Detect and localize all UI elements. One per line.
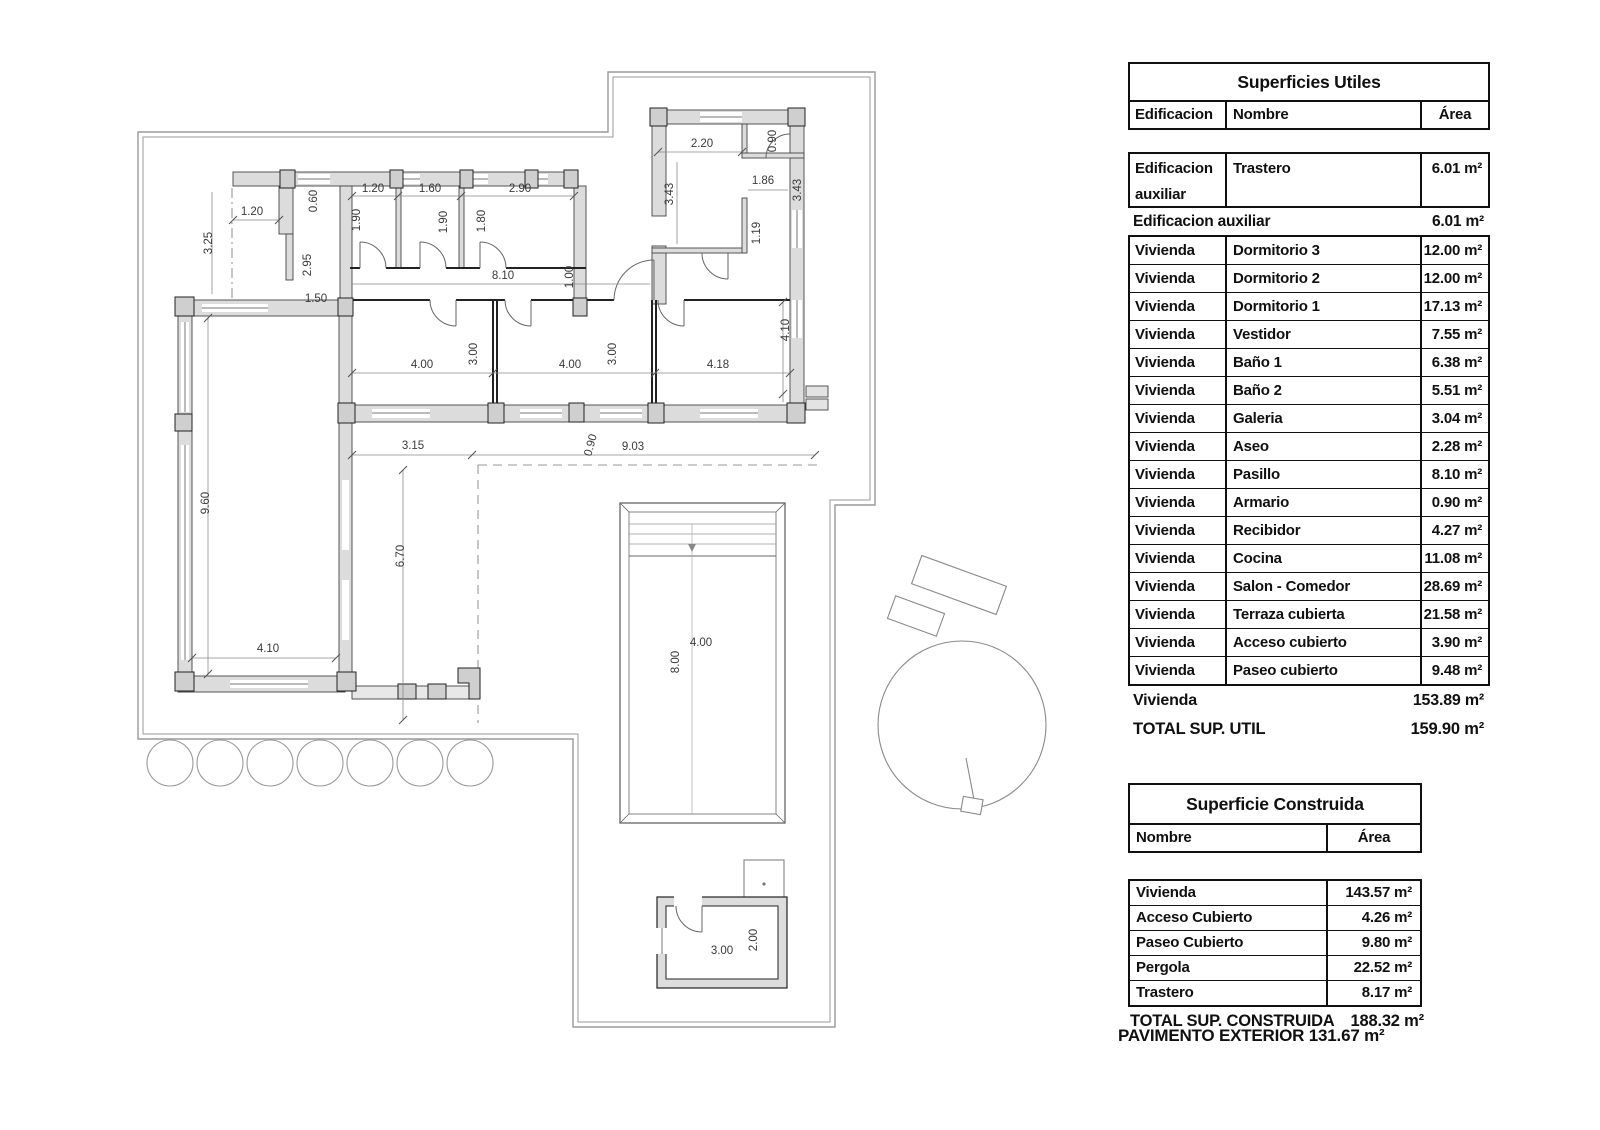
- cell-area: 2.28 m²: [1420, 433, 1488, 460]
- construida-rows: [1128, 879, 1422, 1007]
- cell-nombre: Pergola: [1136, 959, 1190, 976]
- table-row: [1130, 516, 1488, 544]
- dimension-label: 6.70: [395, 544, 407, 568]
- dimension-label: 3.00: [468, 342, 480, 366]
- dimension-label: 4.18: [706, 359, 730, 371]
- outbuilding-trastero: [656, 860, 787, 988]
- cell-area: 0.90 m²: [1420, 489, 1488, 516]
- cell-area: 4.26 m²: [1326, 906, 1420, 930]
- total-value: 159.90 m²: [1410, 720, 1484, 738]
- dimension-label: 4.10: [256, 643, 280, 655]
- cell-area: 12.00 m²: [1420, 265, 1488, 292]
- dimension-label: 0.90: [582, 432, 600, 458]
- tree-circle: [147, 740, 193, 786]
- cell-edificacion: Vivienda: [1135, 242, 1195, 259]
- total-label: TOTAL SUP. UTIL: [1133, 720, 1266, 738]
- cell-area: 11.08 m²: [1420, 545, 1488, 572]
- cell-edificacion: Vivienda: [1135, 354, 1195, 371]
- col-header-area: Área: [1326, 825, 1420, 851]
- pergola-gazebo: [878, 556, 1046, 815]
- dimension-label: 3.43: [792, 178, 804, 202]
- table-row: [1130, 460, 1488, 488]
- dimension-label: 3.15: [401, 440, 425, 452]
- subtotal-value: 153.89 m²: [1412, 692, 1484, 709]
- col-header-edificacion: Edificacion: [1135, 106, 1213, 123]
- cell-nombre: Galeria: [1225, 405, 1420, 432]
- table-row: [1130, 572, 1488, 600]
- dimension-label: 1.90: [351, 208, 363, 232]
- cell-edificacion: Vivienda: [1135, 382, 1195, 399]
- cell-area: 28.69 m²: [1420, 573, 1488, 600]
- cell-nombre: Armario: [1225, 489, 1420, 516]
- cell-nombre: Acceso cubierto: [1225, 629, 1420, 656]
- cell-edificacion: Vivienda: [1135, 578, 1195, 595]
- cell-edificacion: Vivienda: [1135, 522, 1195, 539]
- cell-nombre: Trastero: [1136, 984, 1194, 1001]
- cell-area: 4.27 m²: [1420, 517, 1488, 544]
- dimension-label: 1.86: [751, 175, 775, 187]
- table-row: [1130, 600, 1488, 628]
- cell-nombre: Cocina: [1225, 545, 1420, 572]
- column-headers: [1130, 102, 1488, 128]
- table-title: Superficies Utiles: [1130, 64, 1488, 102]
- dimension-label: 1.20: [361, 183, 385, 195]
- dimension-label: 1.60: [418, 183, 442, 195]
- dimension-label: 1.00: [564, 265, 576, 289]
- dimension-label: 4.00: [558, 359, 582, 371]
- cell-edificacion: Vivienda: [1135, 410, 1195, 427]
- dimension-label: 9.60: [200, 491, 212, 515]
- dimension-label: 2.00: [748, 928, 760, 952]
- cell-edificacion: Vivienda: [1135, 438, 1195, 455]
- table-row: [1130, 544, 1488, 572]
- cell-area: 3.90 m²: [1420, 629, 1488, 656]
- cell-edificacion: Edificacion auxiliar: [1135, 160, 1213, 203]
- subtotal-value: 6.01 m²: [1431, 213, 1484, 230]
- cell-area: 3.04 m²: [1420, 405, 1488, 432]
- table-row: [1130, 488, 1488, 516]
- cell-nombre: Trastero: [1225, 154, 1420, 206]
- table-row: [1130, 905, 1420, 930]
- table-row: [1130, 376, 1488, 404]
- table-superficie-construida: [1128, 783, 1422, 1035]
- cell-edificacion: Vivienda: [1135, 550, 1195, 567]
- table-row: [1130, 432, 1488, 460]
- total-label: TOTAL SUP. CONSTRUIDA: [1130, 1012, 1335, 1030]
- cell-edificacion: Vivienda: [1135, 494, 1195, 511]
- trees: [147, 740, 493, 786]
- dimension-label: 1.90: [438, 210, 450, 234]
- dimension-label: 3.00: [710, 945, 734, 957]
- dimension-label: 8.00: [670, 650, 682, 674]
- table-row: [1130, 930, 1420, 955]
- dimension-label: 1.19: [751, 221, 763, 245]
- dimension-label: 3.25: [203, 231, 215, 255]
- dimension-label: 4.00: [689, 637, 713, 649]
- cell-nombre: Paseo Cubierto: [1136, 934, 1244, 951]
- tree-circle: [447, 740, 493, 786]
- dimension-label: 2.95: [302, 253, 314, 277]
- cell-nombre: Dormitorio 2: [1225, 265, 1420, 292]
- cell-area: 143.57 m²: [1326, 881, 1420, 905]
- tree-circle: [347, 740, 393, 786]
- cell-nombre: Aseo: [1225, 433, 1420, 460]
- pool: [620, 503, 785, 823]
- table-row-aux: [1128, 152, 1490, 208]
- cell-edificacion: Vivienda: [1135, 298, 1195, 315]
- tree-circle: [297, 740, 343, 786]
- dimension-label: 0.60: [308, 189, 320, 213]
- total-sup-util-row: [1128, 715, 1490, 744]
- table-row: [1130, 264, 1488, 292]
- table-header-box: [1128, 783, 1422, 853]
- total-value: 188.32 m²: [1350, 1012, 1424, 1030]
- cell-area: 5.51 m²: [1420, 377, 1488, 404]
- dimension-label: 1.80: [476, 209, 488, 233]
- subtotal-label: Edificacion auxiliar: [1133, 213, 1271, 230]
- dimension-label: 3.00: [607, 342, 619, 366]
- cell-area: 8.17 m²: [1326, 981, 1420, 1005]
- cell-area: 9.48 m²: [1420, 657, 1488, 684]
- cell-nombre: Baño 1: [1225, 349, 1420, 376]
- dimension-label: 1.50: [304, 293, 328, 305]
- cell-nombre: Vestidor: [1225, 321, 1420, 348]
- col-header-nombre: Nombre: [1136, 829, 1192, 846]
- pergola-circle: [878, 641, 1046, 809]
- table-row: [1130, 656, 1488, 684]
- dimension-label: 1.20: [240, 206, 264, 218]
- cell-area: 21.58 m²: [1420, 601, 1488, 628]
- col-header-area: Área: [1420, 102, 1488, 128]
- tree-circle: [247, 740, 293, 786]
- cell-edificacion: Vivienda: [1135, 634, 1195, 651]
- cell-edificacion: Vivienda: [1135, 662, 1195, 679]
- table-row: [1130, 292, 1488, 320]
- cell-area: 6.38 m²: [1420, 349, 1488, 376]
- dimension-label: 2.20: [690, 138, 714, 150]
- cell-area: 12.00 m²: [1420, 237, 1488, 264]
- dimension-label: 9.03: [621, 441, 645, 453]
- cell-nombre: Pasillo: [1225, 461, 1420, 488]
- cell-edificacion: Vivienda: [1135, 326, 1195, 343]
- cell-edificacion: Vivienda: [1135, 270, 1195, 287]
- cell-nombre: Vivienda: [1136, 884, 1196, 901]
- table-row: [1130, 628, 1488, 656]
- cell-nombre: Terraza cubierta: [1225, 601, 1420, 628]
- cell-area: 8.10 m²: [1420, 461, 1488, 488]
- dimension-label: 2.90: [508, 183, 532, 195]
- table-row: [1130, 348, 1488, 376]
- col-header-nombre: Nombre: [1225, 102, 1420, 128]
- table-row: [1130, 237, 1488, 264]
- dimension-label: 0.90: [767, 129, 779, 153]
- table-row: [1130, 955, 1420, 980]
- dimension-label: 8.10: [491, 270, 515, 282]
- cell-edificacion: Vivienda: [1135, 606, 1195, 623]
- cell-nombre: Paseo cubierto: [1225, 657, 1420, 684]
- cell-nombre: Salon - Comedor: [1225, 573, 1420, 600]
- dimension-label: 4.10: [780, 318, 792, 342]
- tree-circle: [397, 740, 443, 786]
- subtotal-vivienda-row: [1128, 686, 1490, 715]
- cell-area: 7.55 m²: [1420, 321, 1488, 348]
- table-row: [1130, 881, 1420, 905]
- cell-nombre: Dormitorio 1: [1225, 293, 1420, 320]
- table-row: [1130, 320, 1488, 348]
- subtotal-label: Vivienda: [1133, 692, 1197, 709]
- dimension-label: 3.43: [664, 182, 676, 206]
- subtotal-aux-row: [1128, 208, 1490, 235]
- cell-nombre: Recibidor: [1225, 517, 1420, 544]
- table-row: [1130, 980, 1420, 1005]
- cell-area: 6.01 m²: [1420, 154, 1488, 206]
- table-row: [1130, 404, 1488, 432]
- tree-circle: [197, 740, 243, 786]
- cell-nombre: Acceso Cubierto: [1136, 909, 1253, 926]
- cell-area: 9.80 m²: [1326, 931, 1420, 955]
- cell-nombre: Baño 2: [1225, 377, 1420, 404]
- dimension-label: 4.00: [410, 359, 434, 371]
- cell-edificacion: Vivienda: [1135, 466, 1195, 483]
- vivienda-rows: [1128, 235, 1490, 686]
- cell-nombre: Dormitorio 3: [1225, 237, 1420, 264]
- cell-area: 22.52 m²: [1326, 956, 1420, 980]
- table-title: Superficie Construida: [1130, 785, 1420, 825]
- cell-area: 17.13 m²: [1420, 293, 1488, 320]
- column-headers: [1130, 825, 1420, 851]
- table-superficies-utiles: [1128, 62, 1490, 744]
- pavimento-exterior-note: PAVIMENTO EXTERIOR 131.67 m²: [1118, 1026, 1385, 1045]
- table-header-box: [1128, 62, 1490, 130]
